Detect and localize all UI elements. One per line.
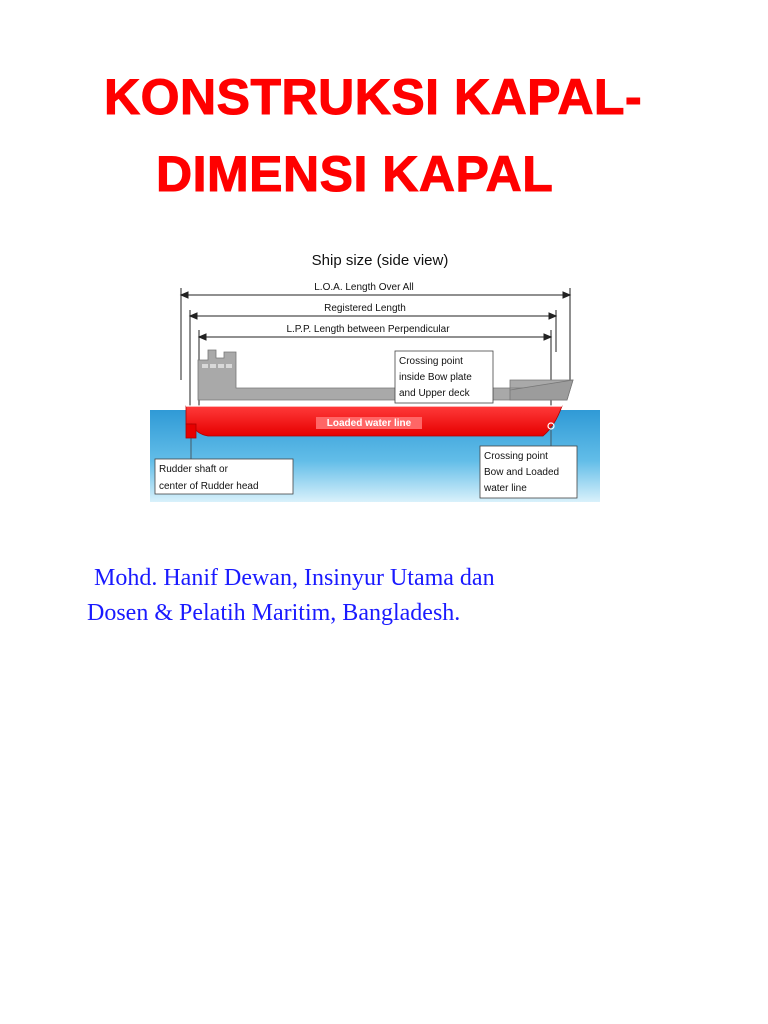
diagram-heading: Ship size (side view) bbox=[311, 252, 449, 269]
callout-bow-water-line-1: Crossing point bbox=[484, 451, 548, 462]
registered-length-label: Registered Length bbox=[324, 303, 406, 314]
title-line-2: DIMENSI KAPAL bbox=[156, 146, 554, 202]
author-caption-line-1: Mohd. Hanif Dewan, Insinyur Utama dan bbox=[94, 565, 495, 591]
callout-rudder-line-2: center of Rudder head bbox=[159, 481, 259, 492]
water-line-label: Loaded water line bbox=[326, 418, 412, 429]
callout-bow-water-line-3: water line bbox=[484, 483, 527, 494]
loa-label: L.O.A. Length Over All bbox=[314, 282, 414, 293]
title-line-1: KONSTRUKSI KAPAL- bbox=[104, 69, 643, 125]
callout-bow-deck-line-3: and Upper deck bbox=[399, 388, 470, 399]
callout-rudder-line-1: Rudder shaft or bbox=[159, 464, 228, 475]
ship-size-diagram bbox=[150, 240, 600, 502]
callout-bow-deck-line-1: Crossing point bbox=[399, 356, 463, 367]
author-caption-line-2: Dosen & Pelatih Maritim, Bangladesh. bbox=[87, 600, 461, 626]
callout-bow-deck-line-2: inside Bow plate bbox=[399, 372, 472, 383]
callout-bow-deck-text bbox=[399, 356, 475, 399]
ship-diagram-svg bbox=[150, 240, 600, 502]
callout-bow-water-line-2: Bow and Loaded bbox=[484, 467, 560, 478]
lpp-label: L.P.P. Length between Perpendicular bbox=[286, 324, 450, 335]
rudder bbox=[186, 424, 196, 438]
